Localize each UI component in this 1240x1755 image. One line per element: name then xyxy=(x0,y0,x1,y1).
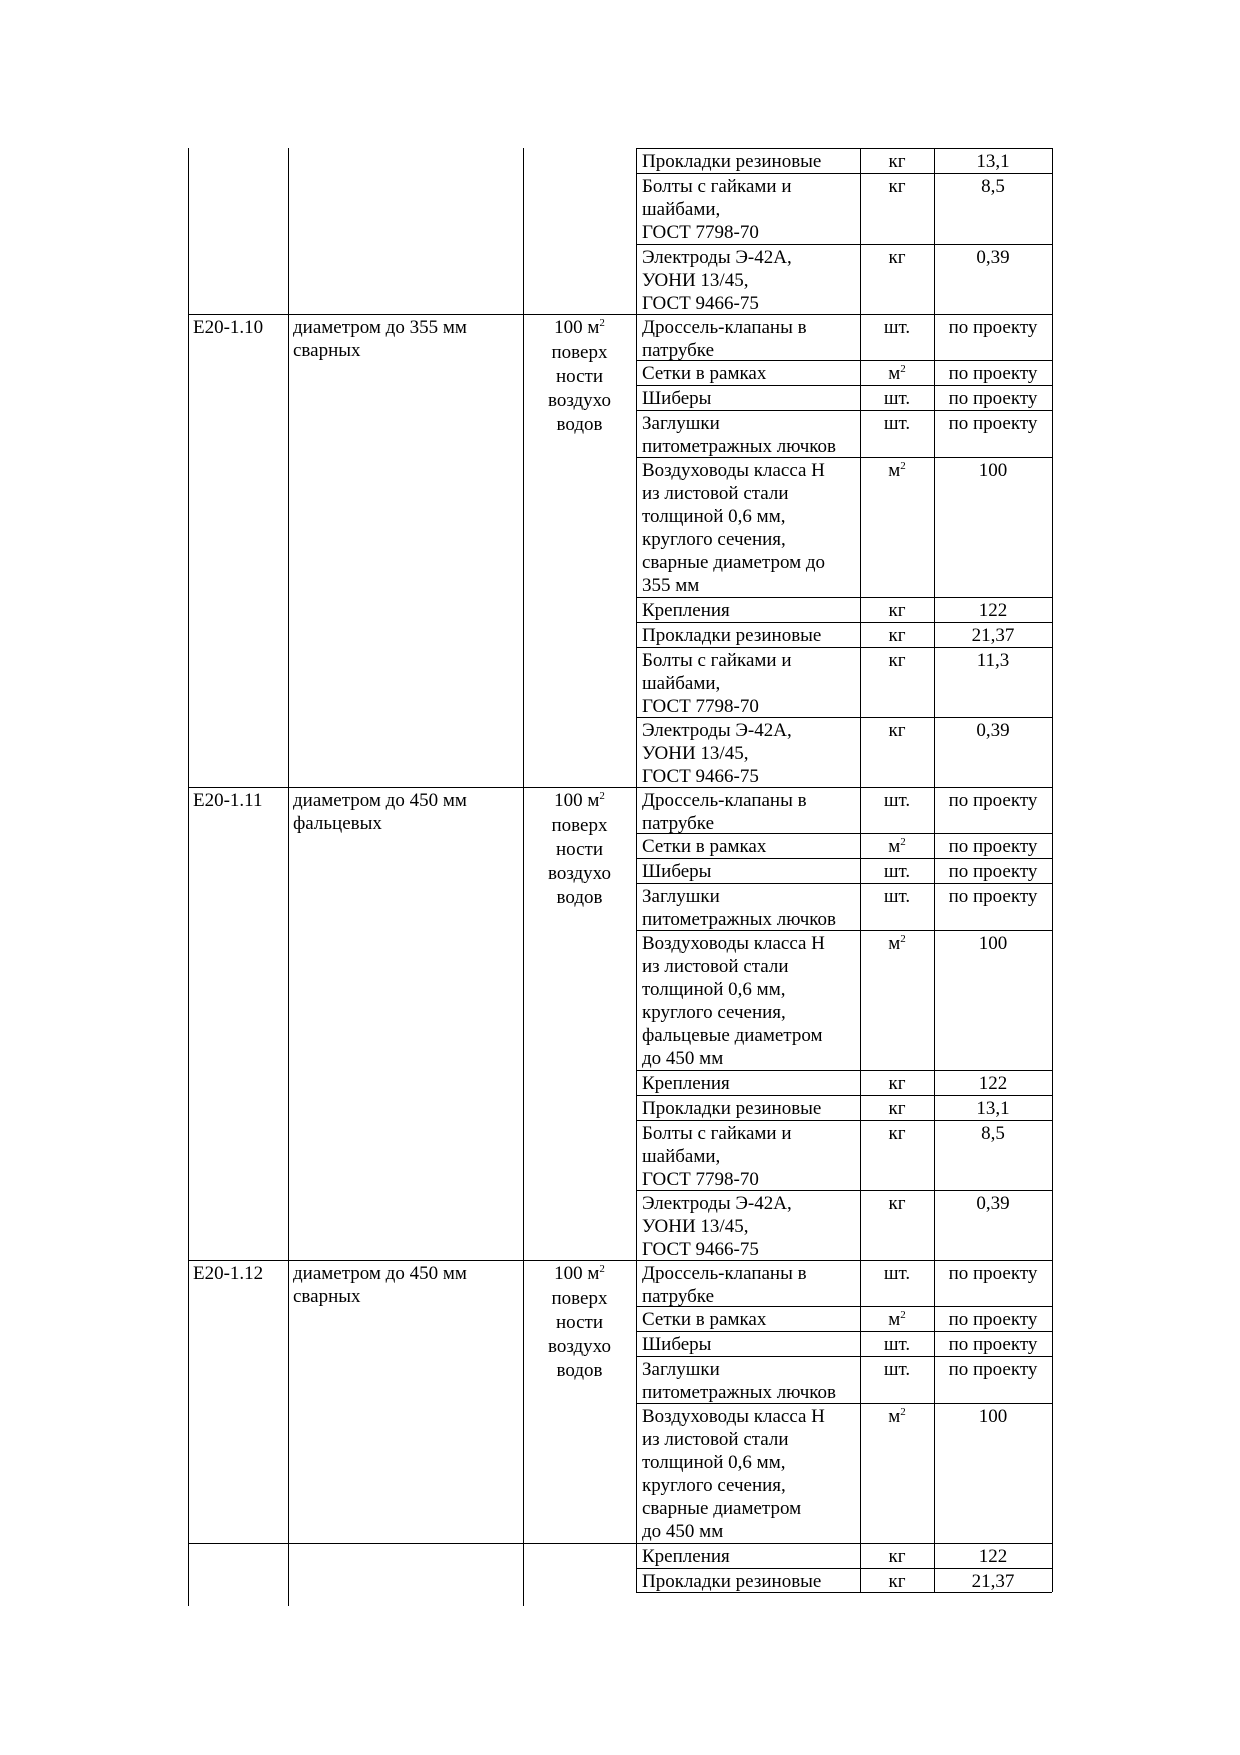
unit-sup: 2 xyxy=(900,460,906,472)
material-qty: 100 xyxy=(978,460,1008,481)
measure-unit-head: 100 м xyxy=(554,790,600,811)
material-name: Шиберы xyxy=(642,388,712,409)
material-qty: 21,37 xyxy=(971,625,1015,646)
unit-sup: 2 xyxy=(900,363,906,375)
material-qty: по проекту xyxy=(948,1263,1038,1284)
table-row-border xyxy=(636,1306,1052,1307)
table-row-border xyxy=(636,930,1052,931)
table-column-border xyxy=(860,148,861,1592)
material-qty: 21,37 xyxy=(971,1571,1015,1592)
measure-unit-head: 100 м xyxy=(554,317,600,338)
table-row-border xyxy=(188,787,636,788)
material-qty: 100 xyxy=(978,1406,1008,1427)
material-qty: 122 xyxy=(978,1073,1008,1094)
table-row-border xyxy=(636,173,1052,174)
material-qty: 13,1 xyxy=(976,151,1010,172)
work-code: Е20-1.12 xyxy=(193,1263,264,1284)
measure-unit-rest: поверх ности воздухо водов xyxy=(548,815,611,908)
material-unit: кг xyxy=(888,650,906,671)
material-unit: $м^2$ xyxy=(888,836,906,857)
material-qty: по проекту xyxy=(948,886,1038,907)
material-name: Шиберы xyxy=(642,1334,712,1355)
table-row-border xyxy=(636,1592,1052,1593)
table-row-border xyxy=(636,360,1052,361)
table-row-border xyxy=(636,148,1052,149)
material-name: Прокладки резиновые xyxy=(642,151,822,172)
material-unit: $м^2$ xyxy=(888,1309,906,1330)
material-name: Сетки в рамках xyxy=(642,836,767,857)
material-unit: $м^2$ xyxy=(888,460,906,481)
table-row-border xyxy=(188,1260,636,1261)
measure-unit-head: 100 м xyxy=(554,1263,600,1284)
material-qty: 0,39 xyxy=(976,1193,1010,1214)
material-name: Заглушки питометражных лючков xyxy=(642,1359,837,1403)
material-unit: кг xyxy=(888,151,906,172)
material-qty: по проекту xyxy=(948,1359,1038,1380)
material-name: Электроды Э-42А, УОНИ 13/45, ГОСТ 9466-75 xyxy=(642,720,792,787)
work-name: диаметром до 450 мм сварных xyxy=(293,1263,467,1307)
material-qty: по проекту xyxy=(948,1309,1038,1330)
material-unit: шт. xyxy=(883,790,911,811)
unit-sup: 2 xyxy=(900,836,906,848)
material-qty: по проекту xyxy=(948,317,1038,338)
table-row-border xyxy=(636,1403,1052,1404)
material-unit: шт. xyxy=(883,413,911,434)
table-row-border xyxy=(636,385,1052,386)
table-row-border xyxy=(636,883,1052,884)
material-unit: шт. xyxy=(883,1334,911,1355)
material-unit: кг xyxy=(888,1571,906,1592)
material-unit: кг xyxy=(888,720,906,741)
material-name: Дроссель-клапаны в патрубке xyxy=(642,1263,807,1307)
material-name: Воздуховоды класса Н из листовой стали толщиной 0,6 мм, круглого сечения, сварные диаметром до 450 мм xyxy=(642,1406,825,1542)
material-qty: 0,39 xyxy=(976,720,1010,741)
material-unit: кг xyxy=(888,1123,906,1144)
material-unit: $м^2$ xyxy=(888,363,906,384)
material-unit: $м^2$ xyxy=(888,1406,906,1427)
table-row-border xyxy=(636,833,1052,834)
material-qty: по проекту xyxy=(948,363,1038,384)
material-name: Болты с гайками и шайбами, ГОСТ 7798-70 xyxy=(642,1123,792,1190)
table-row-border xyxy=(636,597,1052,598)
material-unit: кг xyxy=(888,1098,906,1119)
unit-sup: 2 xyxy=(900,1406,906,1418)
measure-unit-rest: поверх ности воздухо водов xyxy=(548,342,611,435)
table-row-border xyxy=(636,1095,1052,1096)
table-row-border xyxy=(636,622,1052,623)
table-row-border xyxy=(636,1331,1052,1332)
material-name: Крепления xyxy=(642,1073,730,1094)
measure-unit-sup: 2 xyxy=(599,1263,605,1275)
material-qty: по проекту xyxy=(948,388,1038,409)
table-row-border xyxy=(636,457,1052,458)
material-qty: 0,39 xyxy=(976,247,1010,268)
material-name: Воздуховоды класса Н из листовой стали толщиной 0,6 мм, круглого сечения, сварные диаметром до 355 мм xyxy=(642,460,826,596)
material-name: Прокладки резиновые xyxy=(642,1571,822,1592)
material-name: Воздуховоды класса Н из листовой стали толщиной 0,6 мм, круглого сечения, фальцевые диаметром до 450 мм xyxy=(642,933,825,1069)
work-code: Е20-1.11 xyxy=(193,790,263,811)
table-row-border xyxy=(636,1070,1052,1071)
material-qty: 13,1 xyxy=(976,1098,1010,1119)
work-code: Е20-1.10 xyxy=(193,317,264,338)
material-unit: шт. xyxy=(883,388,911,409)
table-row-border xyxy=(636,1568,1052,1569)
material-qty: 122 xyxy=(978,1546,1008,1567)
work-name: диаметром до 450 мм фальцевых xyxy=(293,790,467,834)
material-name: Дроссель-клапаны в патрубке xyxy=(642,317,807,361)
material-name: Болты с гайками и шайбами, ГОСТ 7798-70 xyxy=(642,176,792,243)
table-row-border xyxy=(636,858,1052,859)
material-name: Прокладки резиновые xyxy=(642,1098,822,1119)
material-qty: по проекту xyxy=(948,1334,1038,1355)
material-name: Сетки в рамках xyxy=(642,363,767,384)
material-qty: по проекту xyxy=(948,861,1038,882)
material-unit: кг xyxy=(888,625,906,646)
table-column-border xyxy=(636,148,637,1592)
material-qty: по проекту xyxy=(948,790,1038,811)
table-row-border xyxy=(636,410,1052,411)
table-row-border xyxy=(636,314,1052,315)
material-name: Электроды Э-42А, УОНИ 13/45, ГОСТ 9466-75 xyxy=(642,1193,792,1260)
material-qty: 8,5 xyxy=(981,1123,1005,1144)
table-row-border xyxy=(636,1120,1052,1121)
material-unit: кг xyxy=(888,1073,906,1094)
material-unit: кг xyxy=(888,1193,906,1214)
table-row-border xyxy=(636,1190,1052,1191)
material-name: Крепления xyxy=(642,600,730,621)
material-name: Заглушки питометражных лючков xyxy=(642,413,837,457)
material-qty: 11,3 xyxy=(976,650,1010,671)
table-column-border xyxy=(188,148,189,1606)
material-unit: кг xyxy=(888,176,906,197)
material-unit: шт. xyxy=(883,861,911,882)
measure-unit xyxy=(523,316,636,339)
measure-unit xyxy=(523,789,636,812)
material-unit: шт. xyxy=(883,1263,911,1284)
table-column-border xyxy=(288,148,289,1606)
table-row-border xyxy=(636,647,1052,648)
table-row-border xyxy=(188,314,636,315)
measure-unit-sup: 2 xyxy=(599,790,605,802)
material-name: Болты с гайками и шайбами, ГОСТ 7798-70 xyxy=(642,650,792,717)
material-name: Электроды Э-42А, УОНИ 13/45, ГОСТ 9466-75 xyxy=(642,247,792,314)
unit-sup: 2 xyxy=(900,933,906,945)
material-name: Шиберы xyxy=(642,861,712,882)
material-unit: кг xyxy=(888,600,906,621)
table-row-border xyxy=(636,1356,1052,1357)
material-name: Прокладки резиновые xyxy=(642,625,822,646)
table-row-border xyxy=(636,717,1052,718)
unit-sup: 2 xyxy=(900,1309,906,1321)
material-name: Крепления xyxy=(642,1546,730,1567)
material-unit: шт. xyxy=(883,317,911,338)
material-unit: кг xyxy=(888,247,906,268)
table-row-border xyxy=(188,1543,636,1544)
material-qty: по проекту xyxy=(948,836,1038,857)
material-qty: 8,5 xyxy=(981,176,1005,197)
material-unit: кг xyxy=(888,1546,906,1567)
material-unit: шт. xyxy=(883,886,911,907)
measure-unit-sup: 2 xyxy=(599,317,605,329)
material-name: Заглушки питометражных лючков xyxy=(642,886,837,930)
measure-unit-rest: поверх ности воздухо водов xyxy=(548,1288,611,1381)
material-unit: шт. xyxy=(883,1359,911,1380)
work-name: диаметром до 355 мм сварных xyxy=(293,317,467,361)
table-column-border xyxy=(523,148,524,1606)
table-column-border xyxy=(934,148,935,1592)
material-qty: 122 xyxy=(978,600,1008,621)
material-qty: 100 xyxy=(978,933,1008,954)
table-column-border xyxy=(1052,148,1053,1592)
material-qty: по проекту xyxy=(948,413,1038,434)
table-row-border xyxy=(636,244,1052,245)
material-name: Дроссель-клапаны в патрубке xyxy=(642,790,807,834)
material-unit: $м^2$ xyxy=(888,933,906,954)
measure-unit xyxy=(523,1262,636,1285)
material-name: Сетки в рамках xyxy=(642,1309,767,1330)
